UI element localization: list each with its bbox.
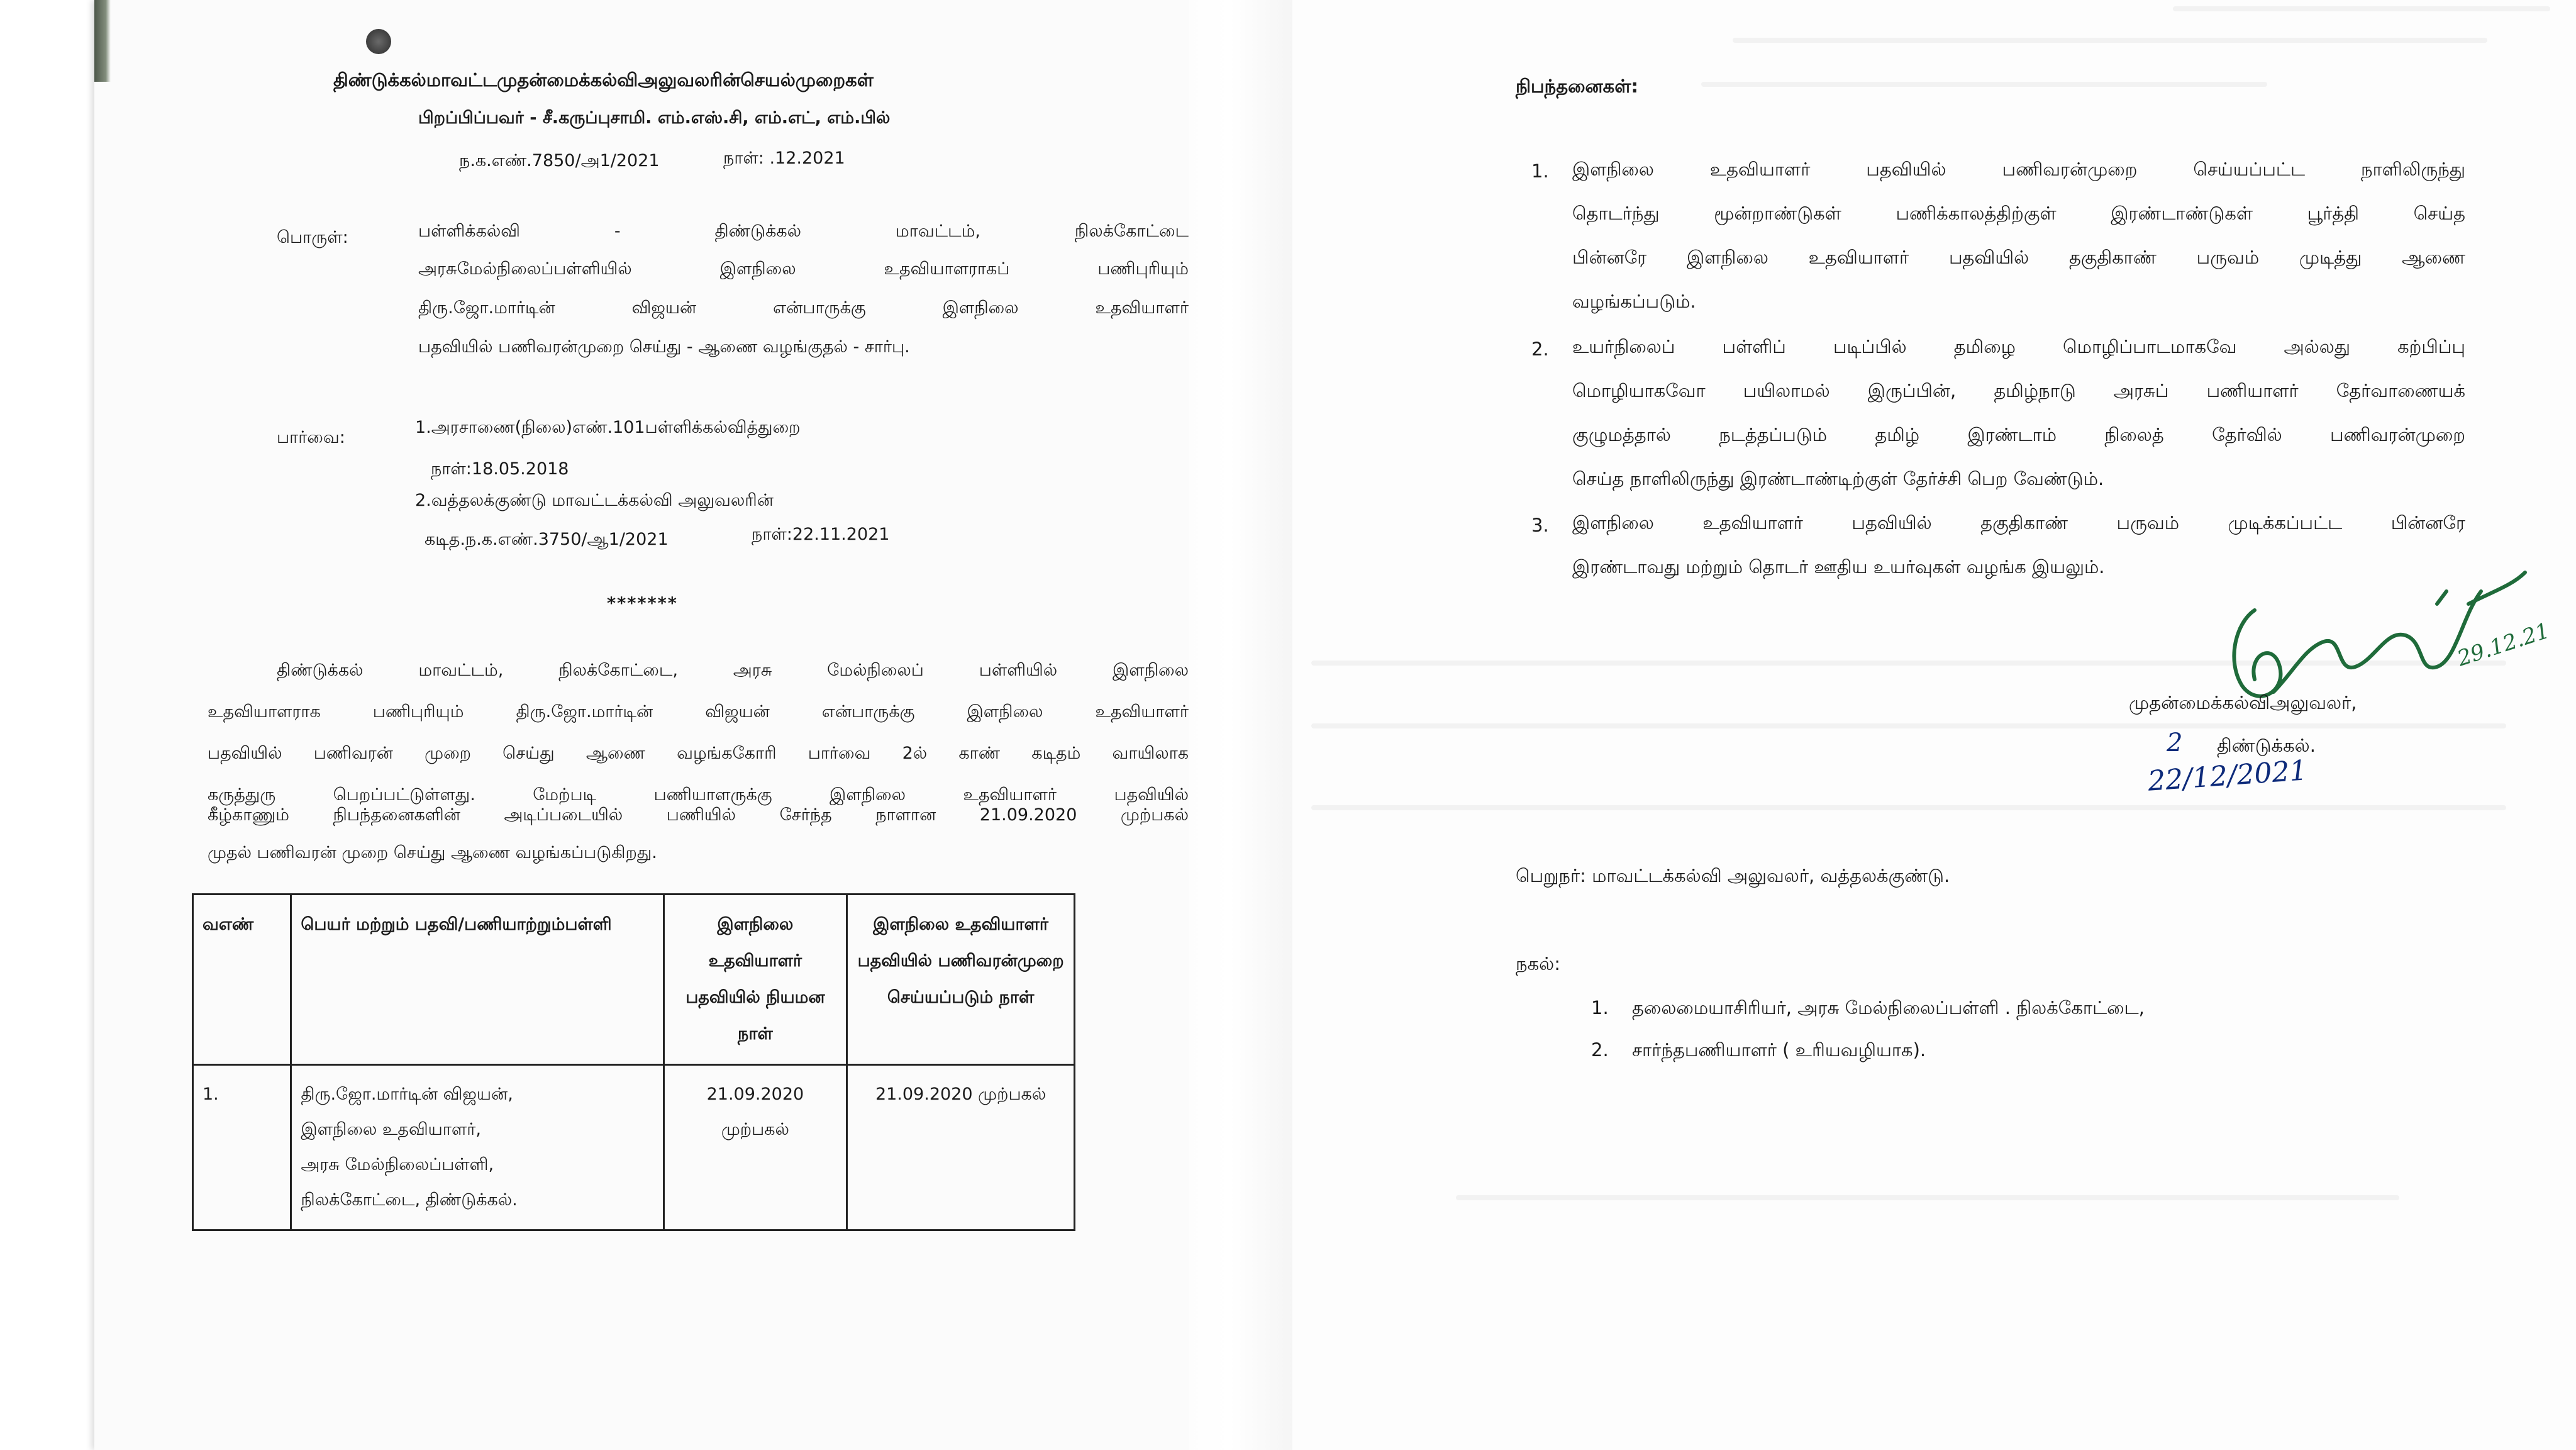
signature-date: 29.12.21 — [2454, 618, 2553, 672]
subject-line: அரசுமேல்நிலைப்பள்ளியில் இளநிலை உதவியாளராகப் பணிபுரியும் — [418, 259, 1189, 279]
body-line: பதவியில் பணிவரன் முறை செய்து ஆணை வழங்ககோரி பார்வை 2ல் காண் கடிதம் வாயிலாக — [208, 744, 1189, 763]
handwritten-initial: 2 — [2167, 728, 2183, 757]
body-line: கீழ்காணும் நிபந்தனைகளின் அடிப்படையில் பணியில் சேர்ந்த நாளான 21.09.2020 முற்பகல் — [208, 805, 1189, 825]
table-header-sno: வஎண் — [193, 895, 291, 1065]
name-line: அரசு மேல்நிலைப்பள்ளி, — [301, 1155, 494, 1174]
bleed-through-mark — [1701, 82, 2267, 87]
bleed-through-mark — [1733, 38, 2487, 43]
body-line: முதல் பணிவரன் முறை செய்து ஆணை வழங்கப்படுகிறது. — [208, 843, 657, 862]
subject-line: திரு.ஜோ.மார்டின் விஜயன் என்பாருக்கு இளநிலை உதவியாளர் — [418, 298, 1189, 318]
subject-label: பொருள்: — [277, 228, 348, 247]
condition-line: இளநிலை உதவியாளர் பதவியில் தகுதிகாண் பருவம் முடிக்கப்பட்ட பின்னரே — [1572, 512, 2465, 533]
signatory-place: திண்டுக்கல். — [2217, 735, 2316, 756]
condition-line: வழங்கப்படும். — [1572, 291, 1696, 312]
right-document-page — [1292, 0, 2576, 1450]
left-document-page — [94, 0, 1189, 1450]
condition-line: செய்த நாளிலிருந்து இரண்டாண்டிற்குள் தேர்ச்சி பெற வேண்டும். — [1572, 468, 2104, 489]
conditions-title: நிபந்தனைகள்: — [1516, 75, 1638, 97]
body-line: கருத்துரு பெறப்பட்டுள்ளது. மேற்படி பணியாளருக்கு இளநிலை உதவியாளர் பதவியில் — [208, 785, 1189, 805]
condition-line: குழுமத்தால் நடத்தப்படும் தமிழ் இரண்டாம் நிலைத் தேர்வில் பணிவரன்முறை — [1572, 424, 2465, 445]
table-cell-name — [291, 1065, 663, 1230]
punch-hole — [366, 29, 391, 54]
table-header-row — [193, 895, 1075, 1065]
designation: முதன்மைக்கல்விஅலுவலர், — [2129, 692, 2357, 713]
condition-line: உயர்நிலைப் பள்ளிப் படிப்பில் தமிழை மொழிப்பாடமாகவே அல்லது கற்பிப்பு — [1572, 336, 2465, 357]
page-gap — [1189, 0, 1292, 1450]
condition-number: 1. — [1531, 160, 1549, 182]
recipient-line: பெறுநர்: மாவட்டக்கல்வி அலுவலர், வத்தலக்குண்டு. — [1516, 865, 1950, 886]
copy-number: 1. — [1591, 997, 1609, 1018]
reference-letter: கடித.ந.க.எண்.3750/ஆ1/2021 — [425, 530, 669, 549]
copy-item: சார்ந்தபணியாளர் ( உரியவழியாக). — [1632, 1039, 1926, 1061]
table-row — [193, 1065, 1075, 1230]
handwritten-date: 22/12/2021 — [2146, 754, 2309, 798]
name-line: திரு.ஜோ.மார்டின் விஜயன், — [301, 1085, 513, 1104]
condition-number: 2. — [1531, 338, 1549, 360]
condition-line: பின்னரே இளநிலை உதவியாளர் பதவியில் தகுதிகாண் பருவம் முடித்து ஆணை — [1572, 247, 2465, 268]
name-line: இளநிலை உதவியாளர், — [301, 1120, 481, 1139]
condition-line: மொழியாகவோ பயிலாமல் இருப்பின், தமிழ்நாடு அரசுப் பணியாளர் தேர்வாணையக் — [1572, 380, 2465, 401]
table-cell-regularisation: 21.09.2020 முற்பகல் — [847, 1065, 1075, 1230]
table-cell-sno: 1. — [193, 1065, 291, 1230]
condition-line: தொடர்ந்து மூன்றாண்டுகள் பணிக்காலத்திற்குள் இரண்டாண்டுகள் பூர்த்தி செய்த — [1572, 203, 2465, 224]
condition-line: இளநிலை உதவியாளர் பதவியில் பணிவரன்முறை செய்யப்பட்ட நாளிலிருந்து — [1572, 159, 2465, 180]
body-line: உதவியாளராக பணிபுரியும் திரு.ஜோ.மார்டின் விஜயன் என்பாருக்கு இளநிலை உதவியாளர் — [208, 702, 1189, 722]
office-title: திண்டுக்கல்மாவட்டமுதன்மைக்கல்விஅலுவலரின்செயல்முறைகள் — [333, 69, 874, 91]
reference-item: 2.வத்தலக்குண்டு மாவட்டக்கல்வி அலுவலரின் — [415, 491, 774, 510]
copy-number: 2. — [1591, 1039, 1609, 1061]
bleed-through-mark — [1456, 1195, 2399, 1200]
condition-number: 3. — [1531, 515, 1549, 536]
bleed-through-mark — [1311, 805, 2506, 810]
subject-line: பதவியில் பணிவரன்முறை செய்து - ஆணை வழங்குதல் - சார்பு. — [418, 337, 910, 357]
name-line: நிலக்கோட்டை, திண்டுக்கல். — [301, 1190, 518, 1210]
reference-item: 1.அரசாணை(நிலை)எண்.101பள்ளிக்கல்வித்துறை — [415, 418, 801, 437]
copy-item: தலைமையாசிரியர், அரசு மேல்நிலைப்பள்ளி . நிலக்கோட்டை, — [1632, 997, 2145, 1018]
table-cell-appointment: 21.09.2020 முற்பகல் — [663, 1065, 847, 1230]
reference-date: நாள்:22.11.2021 — [752, 525, 890, 544]
copy-label: நகல்: — [1516, 953, 1560, 974]
condition-line: இரண்டாவது மற்றும் தொடர் ஊதிய உயர்வுகள் வழங்க இயலும். — [1572, 556, 2105, 577]
reference-number: ந.க.எண்.7850/அ1/2021 — [459, 151, 660, 170]
reference-date: நாள்:18.05.2018 — [431, 459, 569, 479]
issuer-line: பிறப்பிப்பவர் - சீ.கருப்புசாமி. எம்.எஸ்.சி, எம்.எட், எம்.பில் — [418, 108, 891, 128]
separator-stars: ******* — [607, 594, 678, 613]
reference-label: பார்வை: — [277, 428, 345, 447]
bleed-through-mark — [2173, 6, 2550, 11]
subject-line: பள்ளிக்கல்வி - திண்டுக்கல் மாவட்டம், நிலக்கோட்டை — [418, 221, 1189, 241]
body-line: திண்டுக்கல் மாவட்டம், நிலக்கோட்டை, அரசு மேல்நிலைப் பள்ளியில் இளநிலை — [277, 661, 1189, 680]
table-header-appointment: இளநிலை உதவியாளர் பதவியில் நியமன நாள் — [663, 895, 847, 1065]
order-date: நாள்: .12.2021 — [723, 148, 845, 168]
table-header-regularisation: இளநிலை உதவியாளர் பதவியில் பணிவரன்முறை செய்யப்படும் நாள் — [847, 895, 1075, 1065]
regularisation-table — [192, 893, 1075, 1231]
table-header-name: பெயர் மற்றும் பதவி/பணியாற்றும்பள்ளி — [291, 895, 663, 1065]
